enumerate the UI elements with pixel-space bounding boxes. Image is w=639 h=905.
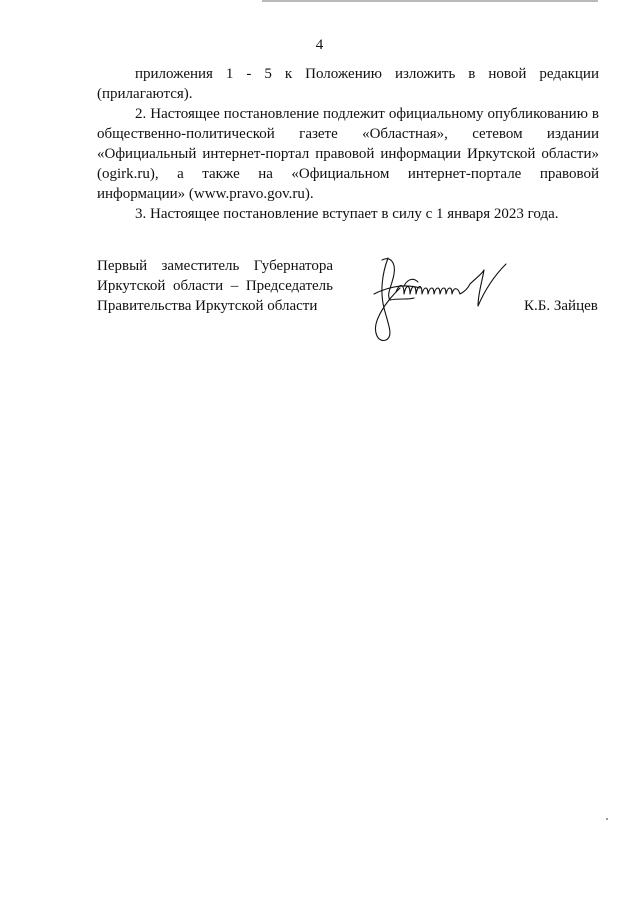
paragraph-appendix-note: приложения 1 - 5 к Положению изложить в новой редакции (прилагаются).: [97, 66, 599, 102]
position-line-3: Правительства Иркутской области: [97, 298, 318, 314]
handwritten-signature: [360, 248, 520, 344]
signatory-position: [97, 256, 333, 316]
page-number: 4: [315, 37, 324, 53]
signer-name: К.Б. Зайцев: [524, 298, 598, 314]
paragraph-publication: 2. Настоящее постановление подлежит официальному опубликованию в общественно-политической газете «Областная», сетевом издании «Официальный интернет-портал правовой информации Иркутской области» (ogirk.ru), а также на «Официальном интернет-портале правовой информации» (www.pravo.gov.ru).: [97, 106, 599, 202]
paragraph-effective-date: 3. Настоящее постановление вступает в силу с 1 января 2023 года.: [135, 206, 559, 222]
top-border-line: [262, 0, 598, 2]
document-body: [97, 64, 599, 224]
position-line-2: Иркутской области – Председатель: [97, 278, 333, 294]
position-line-1: Первый заместитель Губернатора: [97, 258, 333, 274]
scan-speck: [606, 818, 608, 820]
